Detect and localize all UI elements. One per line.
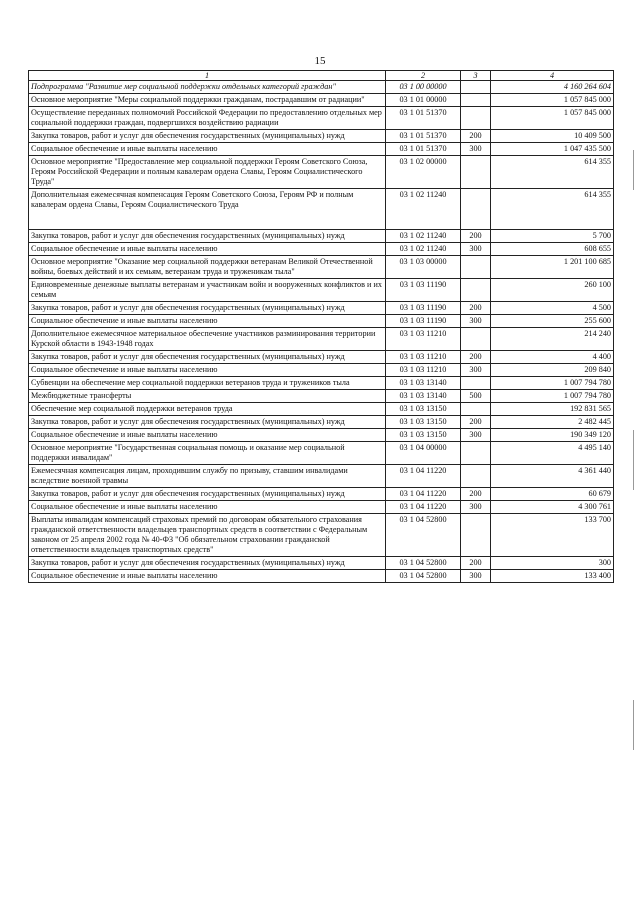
- row-type-cell: [461, 107, 491, 130]
- table-row: [29, 364, 614, 377]
- row-type-cell: [461, 156, 491, 189]
- row-amount-cell: 300: [491, 557, 614, 570]
- row-code-cell: 03 1 02 11240: [386, 230, 461, 243]
- row-code-cell: 03 1 03 11210: [386, 364, 461, 377]
- row-name-cell: Выплаты инвалидам компенсаций страховых премий по договорам обязательного страхования гражданской ответственности владельцев транспортных средств в соответствии с Федеральным законом от 25 апреля 2002 года № 40-ФЗ "Об обязательном страховании гражданской ответственности владельцев транспортных средств": [29, 514, 386, 557]
- row-type-cell: [461, 514, 491, 557]
- row-type-cell: 300: [461, 143, 491, 156]
- row-name-cell: Социальное обеспечение и иные выплаты населению: [29, 364, 386, 377]
- row-amount-cell: 1 057 845 000: [491, 107, 614, 130]
- row-name-cell: Дополнительное ежемесячное материальное обеспечение участников разминирования территории Курской области в 1943-1948 годах: [29, 328, 386, 351]
- row-name-cell: Основное мероприятие "Меры социальной поддержки гражданам, пострадавшим от радиации": [29, 94, 386, 107]
- row-code-cell: 03 1 03 13140: [386, 377, 461, 390]
- row-code-cell: 03 1 02 11240: [386, 243, 461, 256]
- page-number: 15: [314, 55, 326, 67]
- table-row: [29, 156, 614, 189]
- row-name-cell: Основное мероприятие "Оказание мер социальной поддержки ветеранам Великой Отечественной войны, боевых действий и их семьям, ветеранам труда и труженикам тыла": [29, 256, 386, 279]
- row-amount-cell: 133 700: [491, 514, 614, 557]
- row-amount-cell: 214 240: [491, 328, 614, 351]
- row-name-cell: Социальное обеспечение и иные выплаты населению: [29, 570, 386, 583]
- table-row: [29, 390, 614, 403]
- row-type-cell: [461, 328, 491, 351]
- row-name-cell: Социальное обеспечение и иные выплаты населению: [29, 429, 386, 442]
- row-name-cell: Дополнительная ежемесячная компенсация Героям Советского Союза, Героям РФ и полным кавалерам ордена Славы, Героям Социалистического Труда: [29, 189, 386, 230]
- row-type-cell: 200: [461, 557, 491, 570]
- table-row: [29, 328, 614, 351]
- row-amount-cell: 190 349 120: [491, 429, 614, 442]
- table-row: [29, 416, 614, 429]
- row-type-cell: [461, 94, 491, 107]
- row-code-cell: 03 1 04 11220: [386, 465, 461, 488]
- row-type-cell: [461, 442, 491, 465]
- table-row: [29, 130, 614, 143]
- header-col-type: 3: [461, 71, 491, 81]
- row-name-cell: Социальное обеспечение и иные выплаты населению: [29, 501, 386, 514]
- row-code-cell: 03 1 04 00000: [386, 442, 461, 465]
- table-row: [29, 442, 614, 465]
- row-name-cell: Закупка товаров, работ и услуг для обеспечения государственных (муниципальных) нужд: [29, 230, 386, 243]
- table-row: [29, 243, 614, 256]
- row-name-cell: Обеспечение мер социальной поддержки ветеранов труда: [29, 403, 386, 416]
- scan-edge-mark: [633, 700, 634, 750]
- row-amount-cell: 255 600: [491, 315, 614, 328]
- row-amount-cell: 5 700: [491, 230, 614, 243]
- row-code-cell: 03 1 03 11190: [386, 302, 461, 315]
- row-name-cell: Ежемесячная компенсация лицам, проходившим службу по призыву, ставшим инвалидами вследствие военной травмы: [29, 465, 386, 488]
- row-code-cell: 03 1 04 52800: [386, 570, 461, 583]
- row-code-cell: 03 1 03 11190: [386, 315, 461, 328]
- row-name-cell: Межбюджетные трансферты: [29, 390, 386, 403]
- row-amount-cell: 4 495 140: [491, 442, 614, 465]
- row-type-cell: 200: [461, 416, 491, 429]
- row-type-cell: [461, 256, 491, 279]
- row-type-cell: [461, 465, 491, 488]
- row-amount-cell: 133 400: [491, 570, 614, 583]
- table-row: [29, 81, 614, 94]
- row-code-cell: 03 1 03 13150: [386, 416, 461, 429]
- row-amount-cell: 1 007 794 780: [491, 390, 614, 403]
- header-col-amount: 4: [491, 71, 614, 81]
- row-code-cell: 03 1 03 11210: [386, 351, 461, 364]
- row-code-cell: 03 1 03 11190: [386, 279, 461, 302]
- row-code-cell: 03 1 04 11220: [386, 501, 461, 514]
- row-type-cell: 300: [461, 364, 491, 377]
- row-type-cell: 500: [461, 390, 491, 403]
- row-amount-cell: 4 300 761: [491, 501, 614, 514]
- row-code-cell: 03 1 02 00000: [386, 156, 461, 189]
- row-amount-cell: 10 409 500: [491, 130, 614, 143]
- row-name-cell: Субвенции на обеспечение мер социальной поддержки ветеранов труда и тружеников тыла: [29, 377, 386, 390]
- table-row: [29, 107, 614, 130]
- table-row: [29, 465, 614, 488]
- row-type-cell: 300: [461, 243, 491, 256]
- table-row: [29, 557, 614, 570]
- table-row: [29, 302, 614, 315]
- table-row: [29, 501, 614, 514]
- row-code-cell: 03 1 03 11210: [386, 328, 461, 351]
- row-code-cell: 03 1 03 00000: [386, 256, 461, 279]
- row-amount-cell: 4 160 264 604: [491, 81, 614, 94]
- row-amount-cell: 1 007 794 780: [491, 377, 614, 390]
- row-code-cell: 03 1 01 51370: [386, 107, 461, 130]
- row-amount-cell: 1 057 845 000: [491, 94, 614, 107]
- header-col-name: 1: [29, 71, 386, 81]
- table-row: [29, 279, 614, 302]
- row-type-cell: 300: [461, 570, 491, 583]
- row-name-cell: Закупка товаров, работ и услуг для обеспечения государственных (муниципальных) нужд: [29, 302, 386, 315]
- row-amount-cell: 614 355: [491, 156, 614, 189]
- row-type-cell: [461, 189, 491, 230]
- scan-edge-mark: [633, 430, 634, 490]
- row-type-cell: 200: [461, 230, 491, 243]
- budget-table: [28, 70, 614, 583]
- row-name-cell: Социальное обеспечение и иные выплаты населению: [29, 243, 386, 256]
- scan-edge-mark: [633, 150, 634, 190]
- row-amount-cell: 2 482 445: [491, 416, 614, 429]
- row-code-cell: 03 1 04 52800: [386, 514, 461, 557]
- row-type-cell: [461, 377, 491, 390]
- table-header-row: [29, 71, 614, 81]
- row-name-cell: Единовременные денежные выплаты ветеранам и участникам войн и вооруженных конфликтов и их семьям: [29, 279, 386, 302]
- table-row: [29, 143, 614, 156]
- row-type-cell: [461, 279, 491, 302]
- row-name-cell: Основное мероприятие "Государственная социальная помощь и оказание мер социальной поддержки инвалидам": [29, 442, 386, 465]
- row-name-cell: Подпрограмма "Развитие мер социальной поддержки отдельных категорий граждан": [29, 81, 386, 94]
- table-row: [29, 429, 614, 442]
- table-row: [29, 488, 614, 501]
- row-name-cell: Социальное обеспечение и иные выплаты населению: [29, 315, 386, 328]
- row-type-cell: [461, 81, 491, 94]
- row-code-cell: 03 1 02 11240: [386, 189, 461, 230]
- table-row: [29, 403, 614, 416]
- row-amount-cell: 209 840: [491, 364, 614, 377]
- table-row: [29, 315, 614, 328]
- row-code-cell: 03 1 01 51370: [386, 143, 461, 156]
- row-name-cell: Закупка товаров, работ и услуг для обеспечения государственных (муниципальных) нужд: [29, 416, 386, 429]
- row-type-cell: 200: [461, 130, 491, 143]
- header-col-code: 2: [386, 71, 461, 81]
- table-row: [29, 377, 614, 390]
- row-amount-cell: 4 361 440: [491, 465, 614, 488]
- row-name-cell: Закупка товаров, работ и услуг для обеспечения государственных (муниципальных) нужд: [29, 557, 386, 570]
- row-amount-cell: 4 500: [491, 302, 614, 315]
- table-body: [29, 81, 614, 583]
- table-row: [29, 256, 614, 279]
- row-amount-cell: 4 400: [491, 351, 614, 364]
- row-code-cell: 03 1 04 11220: [386, 488, 461, 501]
- table-row: [29, 94, 614, 107]
- row-amount-cell: 260 100: [491, 279, 614, 302]
- row-type-cell: 200: [461, 488, 491, 501]
- table-row: [29, 514, 614, 557]
- row-code-cell: 03 1 03 13150: [386, 403, 461, 416]
- row-name-cell: Социальное обеспечение и иные выплаты населению: [29, 143, 386, 156]
- row-amount-cell: 192 831 565: [491, 403, 614, 416]
- row-code-cell: 03 1 03 13150: [386, 429, 461, 442]
- row-type-cell: 300: [461, 501, 491, 514]
- row-type-cell: 200: [461, 302, 491, 315]
- row-type-cell: [461, 403, 491, 416]
- table-row: [29, 230, 614, 243]
- row-amount-cell: 608 655: [491, 243, 614, 256]
- row-name-cell: Закупка товаров, работ и услуг для обеспечения государственных (муниципальных) нужд: [29, 488, 386, 501]
- row-name-cell: Основное мероприятие "Предоставление мер социальной поддержки Героям Советского Союза, Героям Российской Федерации и полным кавалерам ордена Славы, Героям Социалистического Труда": [29, 156, 386, 189]
- table-row: [29, 570, 614, 583]
- row-type-cell: 300: [461, 429, 491, 442]
- row-amount-cell: 1 047 435 500: [491, 143, 614, 156]
- table-row: [29, 351, 614, 364]
- row-name-cell: Закупка товаров, работ и услуг для обеспечения государственных (муниципальных) нужд: [29, 351, 386, 364]
- row-amount-cell: 60 679: [491, 488, 614, 501]
- row-code-cell: 03 1 01 51370: [386, 130, 461, 143]
- row-amount-cell: 1 201 100 685: [491, 256, 614, 279]
- row-name-cell: Закупка товаров, работ и услуг для обеспечения государственных (муниципальных) нужд: [29, 130, 386, 143]
- row-code-cell: 03 1 03 13140: [386, 390, 461, 403]
- row-code-cell: 03 1 04 52800: [386, 557, 461, 570]
- row-type-cell: 300: [461, 315, 491, 328]
- table-row: [29, 189, 614, 230]
- row-name-cell: Осуществление переданных полномочий Российской Федерации по предоставлению отдельных мер социальной поддержки граждан, подвергшихся воздействию радиации: [29, 107, 386, 130]
- row-code-cell: 03 1 01 00000: [386, 94, 461, 107]
- row-amount-cell: 614 355: [491, 189, 614, 230]
- row-code-cell: 03 1 00 00000: [386, 81, 461, 94]
- row-type-cell: 200: [461, 351, 491, 364]
